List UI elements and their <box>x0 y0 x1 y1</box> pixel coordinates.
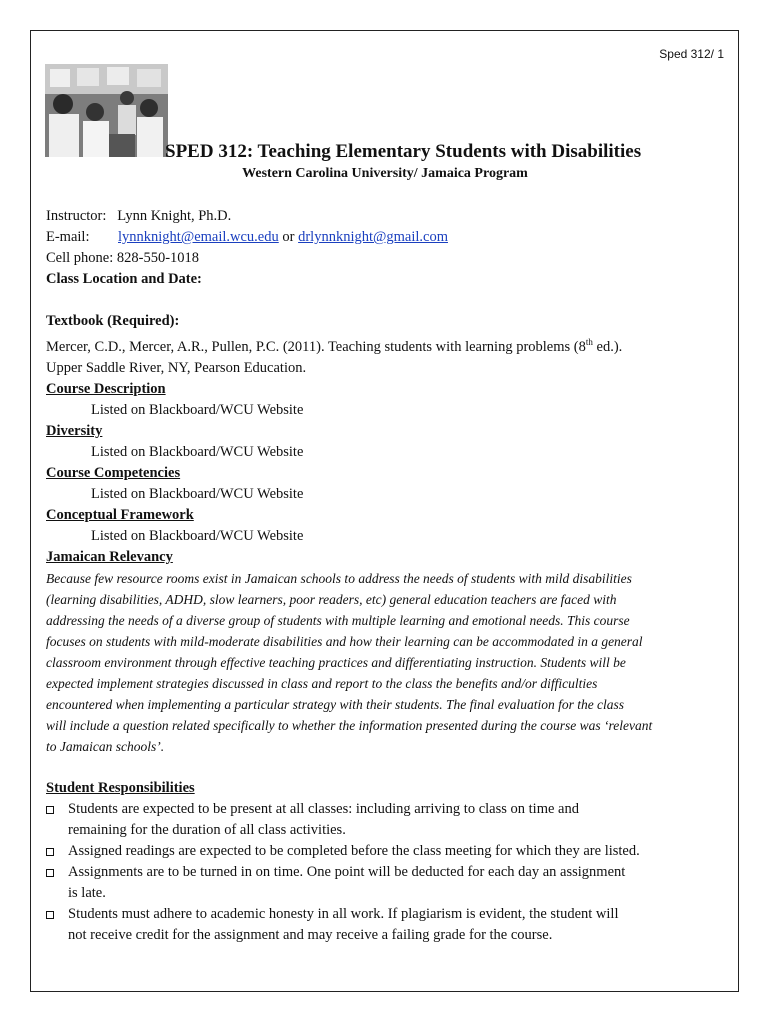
email-link-primary[interactable]: lynnknight@email.wcu.edu <box>118 229 279 245</box>
course-description-heading: Course Description <box>46 380 166 397</box>
list-item-text: Students must adhere to academic honesty in all work. If plagiarism is evident, the student will <box>68 905 619 922</box>
email-joiner: or <box>282 229 295 245</box>
course-title: SPED 312: Teaching Elementary Students with Disabilities <box>165 141 642 162</box>
relevancy-line: expected implement strategies discussed in class and report to the class the benefits and/or difficulties <box>46 675 598 691</box>
citation-text-end: ed.). <box>592 338 623 355</box>
email-link-secondary[interactable]: drlynnknight@gmail.com <box>298 229 448 245</box>
relevancy-line: Because few resource rooms exist in Jamaican schools to address the needs of students with mild disabilities <box>46 570 632 586</box>
square-bullet-icon <box>46 806 54 814</box>
list-item-text: Assigned readings are expected to be completed before the class meeting for which they are listed. <box>68 842 640 859</box>
citation-sup: th <box>585 337 593 347</box>
list-item-text: is late. <box>68 884 106 901</box>
conceptual-framework-heading: Conceptual Framework <box>46 506 194 523</box>
conceptual-framework-text: Listed on Blackboard/WCU Website <box>91 527 304 544</box>
diversity-text: Listed on Blackboard/WCU Website <box>91 443 304 460</box>
course-description-text: Listed on Blackboard/WCU Website <box>91 401 304 418</box>
class-location-label: Class Location and Date: <box>46 271 202 287</box>
course-competencies-text: Listed on Blackboard/WCU Website <box>91 485 304 502</box>
relevancy-line: focuses on students with mild-moderate disabilities and how their learning can be accommodated in a general <box>46 633 643 649</box>
textbook-heading: Textbook (Required): <box>46 313 180 329</box>
course-competencies-heading: Course Competencies <box>46 464 181 481</box>
relevancy-line: classroom environment through effective teaching practices and differentiating instruction. Students will be <box>46 654 626 670</box>
list-item-text: not receive credit for the assignment and may receive a failing grade for the course. <box>68 926 553 943</box>
student-responsibilities-heading: Student Responsibilities <box>46 779 195 796</box>
relevancy-line: addressing the needs of a diverse group of students with multiple learning and emotional needs. This course <box>46 612 630 628</box>
square-bullet-icon <box>46 848 54 856</box>
relevancy-line: (learning disabilities, ADHD, slow learners, poor readers, etc) general education teachers are faced with <box>46 591 617 607</box>
square-bullet-icon <box>46 911 54 919</box>
email-label: E-mail: <box>46 229 90 245</box>
list-item-text: remaining for the duration of all class activities. <box>68 821 346 838</box>
list-item-text: Assignments are to be turned in on time. One point will be deducted for each day an assignment <box>68 863 626 880</box>
jamaican-relevancy-paragraph <box>46 568 736 757</box>
instructor-line <box>46 206 736 227</box>
list-item <box>46 799 736 841</box>
syllabus-body <box>46 206 736 946</box>
list-item <box>46 841 736 862</box>
list-item <box>46 862 736 904</box>
relevancy-line: will include a question related specifically to whether the information presented during the course was ‘relevant <box>46 717 653 733</box>
textbook-citation <box>46 332 736 358</box>
square-bullet-icon <box>46 869 54 877</box>
instructor-label: Instructor: <box>46 208 107 224</box>
textbook-publisher: Upper Saddle River, NY, Pearson Education. <box>46 359 307 376</box>
phone-line: Cell phone: 828-550-1018 <box>46 250 200 266</box>
page-number: Sped 312/ 1 <box>659 47 724 61</box>
relevancy-line: to Jamaican schools’. <box>46 738 165 754</box>
list-item <box>46 904 736 946</box>
jamaican-relevancy-heading: Jamaican Relevancy <box>46 548 173 565</box>
relevancy-line: encountered when implementing a particular strategy with their students. The final evaluation for the class <box>46 696 625 712</box>
email-line <box>46 227 736 248</box>
classroom-photo <box>45 64 168 157</box>
instructor-name: Lynn Knight, Ph.D. <box>117 208 232 224</box>
citation-text: Mercer, C.D., Mercer, A.R., Pullen, P.C. (2011). Teaching students with learning problems (8 <box>46 338 586 355</box>
list-item-text: Students are expected to be present at all classes: including arriving to class on time and <box>68 800 579 817</box>
responsibilities-list <box>46 799 736 946</box>
diversity-heading: Diversity <box>46 422 103 439</box>
course-subtitle: Western Carolina University/ Jamaica Program <box>242 166 528 181</box>
